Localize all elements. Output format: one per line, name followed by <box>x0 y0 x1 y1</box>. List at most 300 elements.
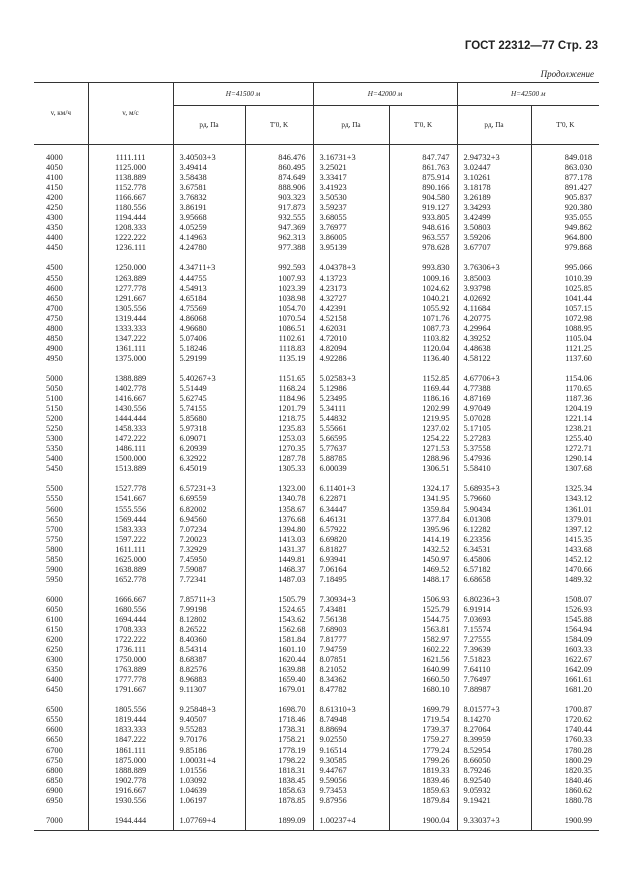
temperature-h2-cell: 1395.96 <box>389 525 457 535</box>
speed-ms-cell: 1902.778 <box>88 776 173 786</box>
table-row <box>34 735 599 745</box>
pressure-h3-cell: 3.02447 <box>457 163 531 173</box>
table-row <box>34 173 599 183</box>
temperature-h2-cell: 1169.44 <box>389 384 457 394</box>
gap-cell <box>173 585 245 595</box>
temperature-h3-cell: 1603.33 <box>531 645 599 655</box>
temperature-h2-cell: 1024.62 <box>389 284 457 294</box>
temperature-h1-cell: 1270.35 <box>245 444 313 454</box>
speed-ms-cell: 1750.000 <box>88 655 173 665</box>
speed-ms-cell: 1569.444 <box>88 515 173 525</box>
temperature-h1-cell: 1135.19 <box>245 354 313 364</box>
col-header-pressure: pд, Па <box>173 106 245 145</box>
pressure-h1-cell: 9.25848+3 <box>173 705 245 715</box>
pressure-h2-cell: 3.95139 <box>313 243 389 253</box>
speed-ms-cell: 1111.111 <box>88 145 173 164</box>
gap-cell <box>531 253 599 263</box>
pressure-h1-cell: 7.20023 <box>173 535 245 545</box>
temperature-h2-cell: 933.805 <box>389 213 457 223</box>
temperature-h2-cell: 1071.76 <box>389 314 457 324</box>
speed-kmh-cell: 4650 <box>46 293 63 303</box>
speed-ms-cell: 1375.000 <box>88 354 173 364</box>
pressure-h2-cell: 4.42391 <box>313 304 389 314</box>
temperature-h2-cell: 919.127 <box>389 203 457 213</box>
pressure-h2-cell: 4.52158 <box>313 314 389 324</box>
temperature-h2-cell: 1839.46 <box>389 776 457 786</box>
pressure-h2-cell: 9.44767 <box>313 766 389 776</box>
temperature-h1-cell: 1394.80 <box>245 525 313 535</box>
speed-kmh-cell: 6300 <box>46 655 63 665</box>
temperature-h3-cell: 891.427 <box>531 183 599 193</box>
temperature-h1-cell: 977.388 <box>245 243 313 253</box>
temperature-h1-cell: 1878.85 <box>245 796 313 806</box>
pressure-h2-cell: 7.30934+3 <box>313 595 389 605</box>
speed-kmh-cell: 6850 <box>46 775 63 785</box>
speed-kmh-cell: 4550 <box>46 273 63 283</box>
temperature-h2-cell: 904.580 <box>389 193 457 203</box>
speed-kmh-cell: 6350 <box>46 665 63 675</box>
speed-kmh-cell: 4450 <box>46 243 63 253</box>
pressure-h3-cell: 2.94732+3 <box>457 145 531 164</box>
table-row <box>34 284 599 294</box>
speed-kmh-cell: 6500 <box>46 705 63 715</box>
pressure-h1-cell: 9.40507 <box>173 715 245 725</box>
pressure-h2-cell: 8.21052 <box>313 665 389 675</box>
pressure-h3-cell: 3.50803 <box>457 223 531 233</box>
pressure-h2-cell: 5.44832 <box>313 414 389 424</box>
temperature-h1-cell: 1323.00 <box>245 484 313 494</box>
speed-kmh-cell: 6000 <box>46 594 63 604</box>
temperature-h1-cell: 1431.37 <box>245 545 313 555</box>
pressure-h3-cell: 8.01577+3 <box>457 705 531 715</box>
pressure-h2-cell: 9.30585 <box>313 756 389 766</box>
temperature-h1-cell: 917.873 <box>245 203 313 213</box>
temperature-h3-cell: 1343.12 <box>531 494 599 504</box>
speed-kmh-cell: 4050 <box>46 163 63 173</box>
pressure-h3-cell: 6.12282 <box>457 525 531 535</box>
speed-ms-cell: 1625.000 <box>88 555 173 565</box>
pressure-h3-cell: 8.79246 <box>457 766 531 776</box>
temperature-h3-cell: 1397.12 <box>531 525 599 535</box>
pressure-h2-cell: 5.88785 <box>313 454 389 464</box>
speed-ms-cell: 1333.333 <box>88 324 173 334</box>
temperature-h2-cell: 1506.93 <box>389 595 457 605</box>
temperature-h3-cell: 1204.19 <box>531 404 599 414</box>
speed-kmh-cell: 6900 <box>46 785 63 795</box>
pressure-h3-cell: 4.77388 <box>457 384 531 394</box>
speed-kmh-cell: 4500 <box>46 263 63 273</box>
pressure-h1-cell: 4.34711+3 <box>173 263 245 273</box>
gap-cell <box>457 253 531 263</box>
pressure-h3-cell: 4.39252 <box>457 334 531 344</box>
speed-kmh-cell: 4800 <box>46 323 63 333</box>
table-row <box>34 183 599 193</box>
pressure-h3-cell: 5.27283 <box>457 434 531 444</box>
gap-cell <box>457 474 531 484</box>
pressure-h3-cell: 5.58410 <box>457 464 531 474</box>
temperature-h1-cell: 1487.03 <box>245 575 313 585</box>
speed-ms-cell: 1722.222 <box>88 635 173 645</box>
speed-kmh-cell: 6650 <box>46 735 63 745</box>
pressure-h3-cell: 4.58122 <box>457 354 531 364</box>
pressure-h2-cell: 9.02550 <box>313 735 389 745</box>
gap-cell <box>389 806 457 816</box>
pressure-h1-cell: 7.72341 <box>173 575 245 585</box>
table-row <box>34 494 599 504</box>
speed-ms-cell: 1541.667 <box>88 494 173 504</box>
temperature-h3-cell: 979.868 <box>531 243 599 253</box>
temperature-h3-cell: 863.030 <box>531 163 599 173</box>
pressure-h1-cell: 1.06197 <box>173 796 245 806</box>
temperature-h3-cell: 1379.01 <box>531 515 599 525</box>
speed-ms-cell: 1680.556 <box>88 605 173 615</box>
speed-kmh-cell: 6800 <box>46 765 63 775</box>
speed-ms-cell: 1472.222 <box>88 434 173 444</box>
speed-ms-cell: 1458.333 <box>88 424 173 434</box>
gap-cell <box>313 695 389 705</box>
pressure-h1-cell: 8.82576 <box>173 665 245 675</box>
pressure-h1-cell: 9.55283 <box>173 725 245 735</box>
group-header-3: H=42500 м <box>457 83 599 106</box>
speed-kmh-cell: 6100 <box>46 614 63 624</box>
table-row <box>34 575 599 585</box>
pressure-h3-cell: 6.80236+3 <box>457 595 531 605</box>
speed-ms-cell: 1833.333 <box>88 725 173 735</box>
temperature-h2-cell: 1699.79 <box>389 705 457 715</box>
table-row <box>34 786 599 796</box>
table-row <box>34 525 599 535</box>
pressure-h2-cell: 9.16514 <box>313 746 389 756</box>
pressure-h1-cell: 3.58438 <box>173 173 245 183</box>
pressure-h2-cell: 6.93941 <box>313 555 389 565</box>
gap-cell <box>457 695 531 705</box>
pressure-h1-cell: 4.24780 <box>173 243 245 253</box>
table-body <box>34 145 599 831</box>
table-row <box>34 715 599 725</box>
table-row <box>34 193 599 203</box>
table-row <box>34 233 599 243</box>
pressure-h2-cell: 9.87956 <box>313 796 389 806</box>
pressure-h2-cell: 4.32727 <box>313 294 389 304</box>
gap-cell <box>88 474 173 484</box>
speed-kmh-cell: 4250 <box>46 203 63 213</box>
temperature-h3-cell: 1564.94 <box>531 625 599 635</box>
gap-cell <box>531 474 599 484</box>
pressure-h3-cell: 9.19421 <box>457 796 531 806</box>
pressure-h2-cell: 8.47782 <box>313 685 389 695</box>
pressure-h3-cell: 3.93798 <box>457 284 531 294</box>
table-row <box>34 334 599 344</box>
gap-cell <box>389 695 457 705</box>
pressure-h1-cell: 1.01556 <box>173 766 245 776</box>
speed-kmh-cell: 5800 <box>46 544 63 554</box>
table-row <box>34 314 599 324</box>
speed-ms-cell: 1277.778 <box>88 284 173 294</box>
speed-kmh-cell: 5700 <box>46 524 63 534</box>
table-row <box>34 203 599 213</box>
pressure-h2-cell: 6.00039 <box>313 464 389 474</box>
speed-ms-cell: 1736.111 <box>88 645 173 655</box>
pressure-h1-cell: 6.82002 <box>173 505 245 515</box>
table-row <box>34 163 599 173</box>
pressure-h3-cell: 4.11684 <box>457 304 531 314</box>
speed-kmh-cell: 6750 <box>46 755 63 765</box>
pressure-h2-cell: 3.86005 <box>313 233 389 243</box>
pressure-h2-cell: 4.92286 <box>313 354 389 364</box>
table-row <box>34 605 599 615</box>
pressure-h1-cell: 6.32922 <box>173 454 245 464</box>
pressure-h3-cell: 7.51823 <box>457 655 531 665</box>
table-row <box>34 725 599 735</box>
gap-cell <box>173 695 245 705</box>
temperature-h3-cell: 1361.01 <box>531 505 599 515</box>
temperature-h2-cell: 1202.99 <box>389 404 457 414</box>
temperature-h1-cell: 1102.61 <box>245 334 313 344</box>
temperature-h1-cell: 1698.70 <box>245 705 313 715</box>
pressure-h1-cell: 7.85711+3 <box>173 595 245 605</box>
pressure-h1-cell: 7.07234 <box>173 525 245 535</box>
pressure-h2-cell: 3.68055 <box>313 213 389 223</box>
pressure-h2-cell: 8.34362 <box>313 675 389 685</box>
col-header-temperature: T′0, K <box>245 106 313 145</box>
pressure-h1-cell: 8.40360 <box>173 635 245 645</box>
pressure-h3-cell: 3.34293 <box>457 203 531 213</box>
speed-kmh-cell: 5450 <box>46 464 63 474</box>
pressure-h3-cell: 8.66050 <box>457 756 531 766</box>
pressure-h3-cell: 3.76306+3 <box>457 263 531 273</box>
speed-ms-cell: 1513.889 <box>88 464 173 474</box>
speed-kmh-cell: 4600 <box>46 283 63 293</box>
pressure-h3-cell: 4.97049 <box>457 404 531 414</box>
temperature-h2-cell: 1563.81 <box>389 625 457 635</box>
pressure-h2-cell: 3.50530 <box>313 193 389 203</box>
pressure-h3-cell: 7.15574 <box>457 625 531 635</box>
temperature-h2-cell: 1525.79 <box>389 605 457 615</box>
pressure-h1-cell: 6.57231+3 <box>173 484 245 494</box>
pressure-h2-cell: 6.81827 <box>313 545 389 555</box>
temperature-h2-cell: 1055.92 <box>389 304 457 314</box>
speed-kmh-cell: 4400 <box>46 233 63 243</box>
pressure-h1-cell: 4.65184 <box>173 294 245 304</box>
speed-ms-cell: 1805.556 <box>88 705 173 715</box>
pressure-h1-cell: 5.29199 <box>173 354 245 364</box>
speed-kmh-cell: 5650 <box>46 514 63 524</box>
speed-kmh-cell: 6150 <box>46 625 63 635</box>
temperature-h1-cell: 1118.83 <box>245 344 313 354</box>
speed-ms-cell: 1763.889 <box>88 665 173 675</box>
table-row <box>34 635 599 645</box>
pressure-h3-cell: 3.42499 <box>457 213 531 223</box>
gap-cell <box>389 585 457 595</box>
gap-cell <box>313 474 389 484</box>
gap-cell <box>389 364 457 374</box>
gap-cell <box>173 806 245 816</box>
pressure-h1-cell: 8.96883 <box>173 675 245 685</box>
pressure-h2-cell: 5.02583+3 <box>313 374 389 384</box>
speed-kmh-cell: 5500 <box>46 484 63 494</box>
temperature-h3-cell: 1860.62 <box>531 786 599 796</box>
temperature-h3-cell: 1800.29 <box>531 756 599 766</box>
speed-kmh-cell: 6600 <box>46 725 63 735</box>
temperature-h1-cell: 1818.31 <box>245 766 313 776</box>
table-row <box>34 145 599 164</box>
pressure-h2-cell: 7.68903 <box>313 625 389 635</box>
pressure-h1-cell: 5.85680 <box>173 414 245 424</box>
pressure-h3-cell: 6.23356 <box>457 535 531 545</box>
pressure-h2-cell: 4.23173 <box>313 284 389 294</box>
temperature-h1-cell: 1778.19 <box>245 746 313 756</box>
temperature-h2-cell: 1341.95 <box>389 494 457 504</box>
pressure-h1-cell: 4.86068 <box>173 314 245 324</box>
temperature-h2-cell: 1009.16 <box>389 274 457 284</box>
col-header-temperature: T′0, K <box>531 106 599 145</box>
temperature-h3-cell: 1072.98 <box>531 314 599 324</box>
speed-ms-cell: 1777.778 <box>88 675 173 685</box>
table-row <box>34 404 599 414</box>
table-row <box>34 454 599 464</box>
temperature-h1-cell: 888.906 <box>245 183 313 193</box>
speed-ms-cell: 1291.667 <box>88 294 173 304</box>
temperature-h1-cell: 1449.81 <box>245 555 313 565</box>
temperature-h2-cell: 948.616 <box>389 223 457 233</box>
temperature-h2-cell: 1621.56 <box>389 655 457 665</box>
temperature-h1-cell: 903.323 <box>245 193 313 203</box>
pressure-h1-cell: 5.97318 <box>173 424 245 434</box>
pressure-h2-cell: 5.55661 <box>313 424 389 434</box>
block-gap <box>34 695 599 705</box>
page-header: ГОСТ 22312—77 Стр. 23 <box>464 40 598 52</box>
gap-cell <box>34 474 88 484</box>
temperature-h1-cell: 1562.68 <box>245 625 313 635</box>
gap-cell <box>531 806 599 816</box>
temperature-h3-cell: 1526.93 <box>531 605 599 615</box>
pressure-h2-cell: 6.11401+3 <box>313 484 389 494</box>
temperature-h1-cell: 860.495 <box>245 163 313 173</box>
speed-kmh-cell: 4750 <box>46 313 63 323</box>
gap-cell <box>457 806 531 816</box>
pressure-h1-cell: 8.12802 <box>173 615 245 625</box>
pressure-h2-cell: 7.94759 <box>313 645 389 655</box>
pressure-h2-cell: 4.04378+3 <box>313 263 389 273</box>
pressure-h2-cell: 6.46131 <box>313 515 389 525</box>
temperature-h2-cell: 1680.10 <box>389 685 457 695</box>
table-row <box>34 665 599 675</box>
table-row <box>34 545 599 555</box>
speed-kmh-cell: 5000 <box>46 373 63 383</box>
temperature-h2-cell: 1719.54 <box>389 715 457 725</box>
temperature-h2-cell: 1450.97 <box>389 555 457 565</box>
speed-ms-cell: 1791.667 <box>88 685 173 695</box>
pressure-h2-cell: 4.62031 <box>313 324 389 334</box>
temperature-h3-cell: 1470.66 <box>531 565 599 575</box>
temperature-h3-cell: 1290.14 <box>531 454 599 464</box>
pressure-h2-cell: 1.00237+4 <box>313 816 389 831</box>
temperature-h3-cell: 1137.60 <box>531 354 599 364</box>
speed-kmh-cell: 5950 <box>46 574 63 584</box>
temperature-h1-cell: 1358.67 <box>245 505 313 515</box>
temperature-h3-cell: 1700.87 <box>531 705 599 715</box>
table-row <box>34 746 599 756</box>
speed-ms-cell: 1555.556 <box>88 505 173 515</box>
pressure-h1-cell: 3.95668 <box>173 213 245 223</box>
temperature-h1-cell: 1838.45 <box>245 776 313 786</box>
speed-kmh-cell: 6250 <box>46 645 63 655</box>
speed-ms-cell: 1361.111 <box>88 344 173 354</box>
temperature-h2-cell: 1799.26 <box>389 756 457 766</box>
pressure-h1-cell: 6.94560 <box>173 515 245 525</box>
speed-kmh-cell: 6400 <box>46 675 63 685</box>
temperature-h2-cell: 1237.02 <box>389 424 457 434</box>
temperature-h2-cell: 1859.63 <box>389 786 457 796</box>
speed-kmh-cell: 5400 <box>46 454 63 464</box>
temperature-h2-cell: 1306.51 <box>389 464 457 474</box>
table-row <box>34 344 599 354</box>
block-gap <box>34 585 599 595</box>
temperature-h1-cell: 1070.54 <box>245 314 313 324</box>
pressure-h2-cell: 6.69820 <box>313 535 389 545</box>
table-row <box>34 414 599 424</box>
speed-kmh-cell: 4150 <box>46 183 63 193</box>
temperature-h3-cell: 1760.33 <box>531 735 599 745</box>
speed-kmh-cell: 5250 <box>46 424 63 434</box>
table-row <box>34 464 599 474</box>
temperature-h1-cell: 1505.79 <box>245 595 313 605</box>
temperature-h2-cell: 1582.97 <box>389 635 457 645</box>
col-header-temperature: T′0, K <box>389 106 457 145</box>
gap-cell <box>389 474 457 484</box>
temperature-h1-cell: 1413.03 <box>245 535 313 545</box>
speed-kmh-cell: 4000 <box>46 153 63 162</box>
gap-cell <box>88 364 173 374</box>
temperature-h1-cell: 1305.33 <box>245 464 313 474</box>
table-row <box>34 615 599 625</box>
gap-cell <box>245 806 313 816</box>
temperature-h3-cell: 995.066 <box>531 263 599 273</box>
pressure-h1-cell: 7.99198 <box>173 605 245 615</box>
table-row <box>34 655 599 665</box>
pressure-h3-cell: 5.07028 <box>457 414 531 424</box>
table-row <box>34 484 599 494</box>
temperature-h3-cell: 1121.25 <box>531 344 599 354</box>
temperature-h1-cell: 1679.01 <box>245 685 313 695</box>
temperature-h2-cell: 847.747 <box>389 145 457 164</box>
pressure-h2-cell: 5.12986 <box>313 384 389 394</box>
pressure-h3-cell: 6.45806 <box>457 555 531 565</box>
pressure-h3-cell: 6.68658 <box>457 575 531 585</box>
temperature-h2-cell: 1040.21 <box>389 294 457 304</box>
pressure-h2-cell: 5.23495 <box>313 394 389 404</box>
temperature-h1-cell: 1168.24 <box>245 384 313 394</box>
pressure-h1-cell: 1.00031+4 <box>173 756 245 766</box>
speed-ms-cell: 1888.889 <box>88 766 173 776</box>
gap-cell <box>173 364 245 374</box>
temperature-h3-cell: 1489.32 <box>531 575 599 585</box>
block-gap <box>34 364 599 374</box>
pressure-h3-cell: 3.10261 <box>457 173 531 183</box>
pressure-h1-cell: 3.67581 <box>173 183 245 193</box>
pressure-h3-cell: 7.76497 <box>457 675 531 685</box>
temperature-h1-cell: 1201.79 <box>245 404 313 414</box>
pressure-h1-cell: 4.96680 <box>173 324 245 334</box>
pressure-h3-cell: 5.47936 <box>457 454 531 464</box>
speed-ms-cell: 1416.667 <box>88 394 173 404</box>
temperature-h1-cell: 1738.31 <box>245 725 313 735</box>
pressure-h2-cell: 6.22871 <box>313 494 389 504</box>
table-row <box>34 705 599 715</box>
temperature-h1-cell: 1184.96 <box>245 394 313 404</box>
temperature-h1-cell: 992.593 <box>245 263 313 273</box>
pressure-h1-cell: 3.86191 <box>173 203 245 213</box>
